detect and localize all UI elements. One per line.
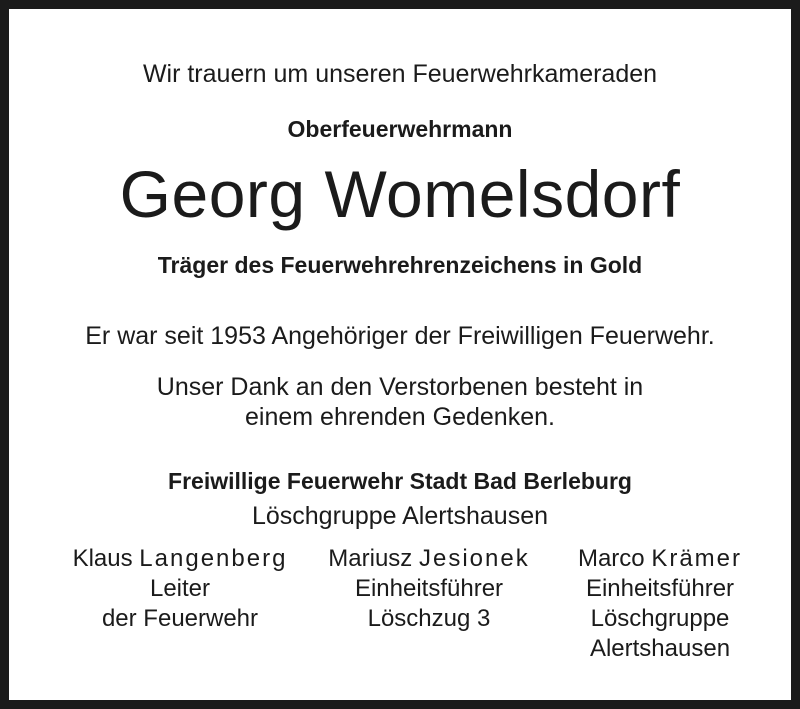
group-name: Löschgruppe Alertshausen [251, 502, 549, 530]
signatory-last-name: Krämer [651, 545, 743, 572]
thanks-line-2: einem ehrenden Gedenken. [245, 403, 555, 431]
organization-name: Freiwillige Feuerwehr Stadt Bad Berleburg [168, 468, 632, 494]
signatory-role-line: Alertshausen [589, 635, 731, 662]
signatory-name [49, 544, 311, 574]
signatory-name [311, 544, 547, 574]
signatory-last-name: Langenberg [139, 545, 288, 572]
membership-text: Er war seit 1953 Angehöriger der Freiwilligen Feuerwehr. [85, 322, 715, 350]
signatory-first-name: Mariusz [328, 545, 413, 572]
signatory-role-line: Löschzug 3 [367, 605, 491, 632]
signatory-role-line: Einheitsführer [585, 575, 735, 602]
signatory-first-name: Klaus [72, 545, 133, 572]
signatory-name [543, 544, 777, 574]
signatory-role-line: Einheitsführer [354, 575, 504, 602]
signatory-role-line: der Feuerwehr [101, 605, 259, 632]
signatory-first-name: Marco [577, 545, 645, 572]
deceased-name: Georg Womelsdorf [119, 157, 681, 231]
signatory-marco-kraemer [543, 544, 777, 664]
intro-text: Wir trauern um unseren Feuerwehrkameraden [142, 60, 658, 88]
signatory-klaus-langenberg [49, 544, 311, 634]
signatory-last-name: Jesionek [418, 545, 530, 572]
thanks-line-1: Unser Dank an den Verstorbenen besteht in [156, 373, 644, 401]
signatory-mariusz-jesionek [311, 544, 547, 634]
rank-title: Oberfeuerwehrmann [287, 116, 513, 142]
honor-text: Träger des Feuerwehrehrenzeichens in Gold [157, 252, 643, 278]
signatory-role-line: Leiter [149, 575, 211, 602]
signatory-role-line: Löschgruppe [590, 605, 730, 632]
